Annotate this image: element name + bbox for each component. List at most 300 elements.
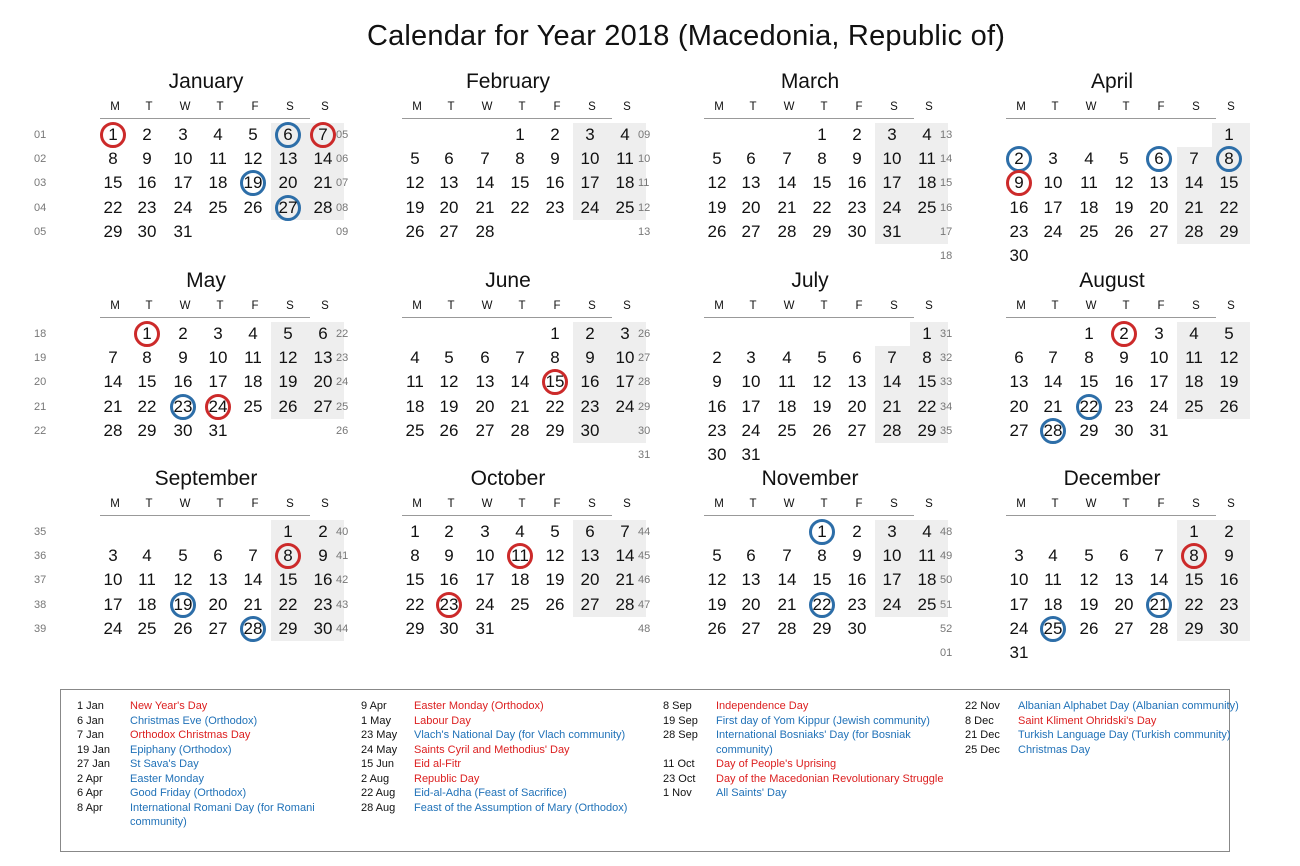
weekday-header: S (1192, 300, 1200, 312)
header-divider (100, 515, 310, 516)
day-cell: 5 (248, 125, 258, 144)
day-cell: 7 (782, 149, 792, 169)
day-cell: 7 (480, 149, 490, 169)
week-number: 37 (34, 574, 47, 587)
day-cell: 11 (406, 372, 424, 392)
day-cell: 27 (313, 396, 333, 416)
day-cell: 11 (1185, 348, 1203, 368)
weekday-header: M (412, 101, 422, 113)
week-number: 09 (336, 225, 349, 238)
day-cell: 10 (741, 372, 761, 392)
header-divider (704, 515, 914, 516)
day-cell: 21 (510, 396, 530, 416)
day-cell: 31 (475, 618, 495, 638)
week-number: 28 (638, 376, 651, 389)
day-cell: 14 (882, 372, 902, 392)
weekday-header: T (447, 101, 455, 113)
day-cell: 19 (405, 197, 425, 217)
day-cell: 6 (585, 522, 595, 541)
week-number: 40 (336, 526, 349, 538)
day-cell: 1 (515, 125, 525, 144)
day-cell: 27 (1009, 420, 1029, 440)
weekday-header: F (553, 498, 561, 510)
day-cell: 26 (173, 618, 193, 638)
weekday-header: M (412, 498, 422, 510)
day-cell: 26 (243, 197, 263, 217)
day-cell: 1 (1189, 522, 1199, 541)
weekday-header: M (1016, 101, 1026, 113)
day-cell: 9 (1014, 173, 1024, 193)
day-cell: 15 (812, 570, 832, 590)
day-cell: 2 (852, 125, 862, 144)
month-title: September (154, 467, 258, 490)
day-cell: 16 (545, 173, 565, 193)
day-cell: 3 (1048, 149, 1058, 169)
day-cell: 7 (1189, 149, 1199, 169)
day-cell: 20 (1149, 197, 1169, 217)
day-cell: 27 (1114, 618, 1134, 638)
holiday-legend (60, 689, 1239, 852)
day-cell: 5 (1084, 546, 1094, 566)
day-cell: 13 (1114, 570, 1134, 590)
legend-row (77, 743, 367, 758)
page-title: Calendar for Year 2018 (Macedonia, Republic of) (366, 20, 1006, 52)
day-cell: 14 (243, 570, 263, 590)
month-april (926, 70, 1239, 265)
day-cell: 30 (439, 618, 459, 638)
weekday-header: F (553, 101, 561, 113)
legend-holiday-name: Day of the Macedonian Revolutionary Struggle (716, 772, 944, 785)
legend-holiday-name: Turkish Language Day (Turkish community) (1018, 729, 1231, 741)
day-cell: 2 (318, 522, 328, 541)
day-cell: 18 (137, 594, 157, 614)
day-cell: 20 (580, 570, 600, 590)
day-cell: 26 (707, 221, 727, 241)
day-cell: 13 (580, 546, 600, 566)
weekday-header: W (179, 101, 191, 113)
legend-holiday-name: Christmas Day (1018, 743, 1091, 756)
day-cell: 4 (620, 125, 630, 144)
day-cell: 29 (545, 420, 565, 440)
day-cell: 12 (1079, 570, 1099, 590)
day-cell: 9 (142, 149, 152, 169)
day-cell: 5 (444, 348, 454, 368)
weekday-header: M (714, 498, 724, 510)
week-number: 04 (34, 201, 47, 214)
day-cell: 5 (1119, 149, 1129, 169)
legend-date: 1 Jan (77, 700, 104, 712)
day-cell: 11 (511, 546, 529, 566)
legend-holiday-name: New Year's Day (130, 700, 208, 712)
day-cell: 28 (313, 197, 333, 217)
day-cell: 15 (405, 570, 425, 590)
day-cell: 31 (882, 221, 902, 241)
day-cell: 10 (103, 570, 123, 590)
day-cell: 4 (782, 348, 792, 368)
day-cell: 12 (278, 348, 298, 368)
day-cell: 12 (1219, 348, 1239, 368)
day-cell: 21 (1043, 396, 1063, 416)
legend-date: 1 Nov (663, 787, 692, 799)
day-cell: 9 (444, 546, 454, 566)
legend-holiday-name: St Sava's Day (130, 758, 199, 770)
legend-holiday-name: Day of People's Uprising (716, 758, 837, 770)
day-cell: 6 (1154, 149, 1164, 169)
weekday-header: F (1157, 300, 1165, 312)
week-number: 13 (638, 225, 651, 238)
weekday-header: S (925, 498, 933, 510)
day-cell: 20 (475, 396, 495, 416)
week-number: 31 (940, 328, 953, 340)
day-cell: 9 (1224, 546, 1234, 566)
month-title: November (761, 467, 859, 490)
month-december (926, 467, 1239, 662)
day-cell: 12 (1114, 173, 1134, 193)
day-cell: 14 (313, 149, 333, 169)
day-cell: 18 (917, 173, 937, 193)
day-cell: 4 (142, 546, 152, 566)
weekday-header: T (820, 498, 828, 510)
legend-row (361, 743, 651, 758)
day-cell: 27 (278, 197, 298, 217)
day-cell: 27 (1149, 221, 1169, 241)
weekday-header: W (783, 300, 795, 312)
day-cell: 25 (1043, 618, 1063, 638)
day-cell: 9 (852, 149, 862, 169)
week-number: 02 (34, 153, 47, 166)
day-cell: 26 (278, 396, 298, 416)
day-cell: 4 (1084, 149, 1094, 169)
day-cell: 24 (882, 594, 902, 614)
weekday-header: T (1122, 300, 1130, 312)
day-cell: 23 (707, 420, 727, 440)
weekday-header: S (588, 101, 596, 113)
legend-date: 2 Aug (361, 772, 390, 785)
legend-column (663, 699, 953, 801)
legend-holiday-name: International Romani Day (for Romani community) (130, 801, 315, 828)
day-cell: 19 (1079, 594, 1099, 614)
day-cell: 11 (918, 149, 936, 169)
week-number: 38 (34, 598, 47, 611)
legend-holiday-name: Easter Monday (130, 772, 204, 785)
day-cell: 9 (585, 348, 595, 368)
day-cell: 30 (173, 420, 193, 440)
day-cell: 24 (741, 420, 761, 440)
legend-row (965, 699, 1255, 714)
day-cell: 24 (475, 594, 495, 614)
legend-date: 23 May (361, 729, 398, 741)
weekday-header: S (1227, 300, 1235, 312)
day-cell: 10 (580, 149, 600, 169)
day-cell: 20 (313, 372, 333, 392)
day-cell: 2 (444, 522, 454, 541)
day-cell: 29 (917, 420, 937, 440)
day-cell: 7 (782, 546, 792, 566)
weekday-header: F (251, 300, 259, 312)
day-cell: 14 (615, 546, 635, 566)
day-cell: 7 (318, 125, 328, 144)
month-may (20, 269, 333, 459)
day-cell: 16 (847, 173, 867, 193)
header-divider (402, 317, 612, 318)
day-cell: 10 (1043, 173, 1063, 193)
weekday-header: S (890, 498, 898, 510)
day-cell: 3 (213, 324, 223, 343)
day-cell: 31 (173, 221, 193, 241)
day-cell: 17 (475, 570, 495, 590)
day-cell: 14 (510, 372, 530, 392)
weekday-header: M (714, 101, 724, 113)
day-cell: 12 (405, 173, 425, 193)
day-cell: 19 (707, 197, 727, 217)
header-divider (402, 515, 612, 516)
legend-row (965, 743, 1255, 758)
day-cell: 18 (405, 396, 425, 416)
day-cell: 23 (1114, 396, 1134, 416)
day-cell: 12 (439, 372, 459, 392)
weekday-header: F (855, 101, 863, 113)
day-cell: 5 (283, 324, 293, 343)
day-cell: 20 (741, 594, 761, 614)
day-cell: 10 (615, 348, 635, 368)
month-title: December (1063, 467, 1161, 490)
day-cell: 4 (1189, 324, 1199, 343)
weekday-header: S (588, 498, 596, 510)
week-number: 35 (34, 526, 47, 538)
week-number: 05 (336, 129, 349, 141)
weekday-header: T (1122, 101, 1130, 113)
weekday-header: M (714, 300, 724, 312)
month-title: June (485, 269, 531, 292)
week-number: 49 (940, 550, 953, 563)
weekday-header: F (1157, 498, 1165, 510)
week-number: 19 (34, 352, 47, 365)
day-cell: 24 (615, 396, 635, 416)
weekday-header: W (179, 498, 191, 510)
day-cell: 26 (707, 618, 727, 638)
weekday-header: W (1085, 101, 1097, 113)
week-number: 07 (336, 177, 349, 190)
day-cell: 7 (887, 348, 897, 368)
day-cell: 8 (1189, 546, 1199, 566)
day-cell: 29 (1184, 618, 1204, 638)
day-cell: 5 (410, 149, 420, 169)
weekday-header: M (110, 101, 120, 113)
day-cell: 14 (103, 372, 123, 392)
day-cell: 30 (1009, 246, 1029, 265)
month-july (624, 269, 937, 464)
day-cell: 4 (922, 125, 932, 144)
day-cell: 1 (410, 522, 420, 541)
day-cell: 17 (882, 570, 902, 590)
day-cell: 7 (620, 522, 630, 541)
header-divider (1006, 317, 1216, 318)
weekday-header: S (925, 300, 933, 312)
legend-date: 1 May (361, 714, 391, 727)
day-cell: 22 (405, 594, 425, 614)
day-cell: 21 (1149, 594, 1169, 614)
weekday-header: T (749, 300, 757, 312)
legend-row (663, 714, 953, 729)
day-cell: 3 (178, 125, 188, 144)
day-cell: 7 (1048, 348, 1058, 368)
day-cell: 14 (1184, 173, 1204, 193)
day-cell: 6 (1014, 348, 1024, 368)
legend-holiday-name: International Bosniaks' Day (for Bosniak community) (716, 729, 911, 756)
legend-row (77, 757, 367, 772)
day-cell: 5 (712, 546, 722, 566)
day-cell: 21 (1184, 197, 1204, 217)
day-cell: 15 (812, 173, 832, 193)
day-cell: 3 (585, 125, 595, 144)
day-cell: 12 (545, 546, 565, 566)
day-cell: 24 (1043, 221, 1063, 241)
legend-date: 8 Dec (965, 714, 994, 727)
week-number: 34 (940, 400, 953, 413)
day-cell: 5 (1224, 324, 1234, 343)
week-number: 44 (336, 622, 349, 635)
day-cell: 18 (510, 570, 530, 590)
day-cell: 13 (1009, 372, 1029, 392)
week-number: 10 (638, 153, 651, 166)
day-cell: 11 (138, 570, 156, 590)
day-cell: 18 (917, 570, 937, 590)
day-cell: 20 (741, 197, 761, 217)
legend-date: 28 Sep (663, 729, 698, 741)
day-cell: 6 (852, 348, 862, 368)
legend-date: 25 Dec (965, 743, 1000, 756)
day-cell: 12 (243, 149, 263, 169)
day-cell: 19 (173, 594, 193, 614)
month-title: May (186, 269, 226, 292)
week-number: 18 (34, 328, 47, 340)
day-cell: 23 (1219, 594, 1239, 614)
day-cell: 18 (243, 372, 263, 392)
legend-row (361, 714, 651, 729)
day-cell: 16 (707, 396, 727, 416)
week-number: 15 (940, 177, 953, 190)
day-cell: 1 (1084, 324, 1094, 343)
day-cell: 11 (1044, 570, 1062, 590)
weekday-header: S (623, 498, 631, 510)
day-cell: 30 (137, 221, 157, 241)
day-cell: 1 (922, 324, 932, 343)
day-cell: 24 (208, 396, 228, 416)
day-cell: 16 (439, 570, 459, 590)
day-cell: 14 (1149, 570, 1169, 590)
weekday-header: T (447, 300, 455, 312)
month-august (926, 269, 1239, 459)
week-number: 48 (638, 622, 651, 635)
header-divider (100, 118, 310, 119)
week-number: 12 (638, 201, 651, 214)
day-cell: 8 (817, 546, 827, 566)
legend-date: 2 Apr (77, 772, 103, 785)
day-cell: 6 (746, 149, 756, 169)
week-number: 18 (940, 250, 953, 262)
day-cell: 14 (777, 173, 797, 193)
day-cell: 11 (1080, 173, 1098, 193)
day-cell: 21 (882, 396, 902, 416)
legend-holiday-name: Good Friday (Orthodox) (130, 787, 247, 799)
day-cell: 24 (1149, 396, 1169, 416)
day-cell: 25 (137, 618, 157, 638)
day-cell: 20 (847, 396, 867, 416)
legend-date: 22 Aug (361, 787, 396, 799)
weekday-header: W (481, 300, 493, 312)
legend-date: 6 Jan (77, 714, 104, 727)
legend-row (663, 786, 953, 801)
day-cell: 29 (137, 420, 157, 440)
day-cell: 15 (137, 372, 157, 392)
day-cell: 7 (108, 348, 118, 368)
day-cell: 14 (777, 570, 797, 590)
week-number: 44 (638, 526, 651, 538)
day-cell: 19 (1114, 197, 1134, 217)
month-title: April (1090, 70, 1133, 93)
day-cell: 24 (1009, 618, 1029, 638)
day-cell: 19 (707, 594, 727, 614)
day-cell: 22 (812, 197, 832, 217)
day-cell: 8 (515, 149, 525, 169)
day-cell: 19 (812, 396, 832, 416)
day-cell: 22 (278, 594, 298, 614)
day-cell: 28 (1184, 221, 1204, 241)
weekday-header: T (145, 300, 153, 312)
legend-date: 6 Apr (77, 787, 103, 799)
legend-date: 7 Jan (77, 729, 104, 741)
day-cell: 16 (847, 570, 867, 590)
day-cell: 9 (550, 149, 560, 169)
day-cell: 21 (313, 173, 333, 193)
legend-row (77, 728, 367, 743)
day-cell: 17 (882, 173, 902, 193)
week-number: 39 (34, 622, 47, 635)
day-cell: 20 (278, 173, 298, 193)
day-cell: 6 (1119, 546, 1129, 566)
day-cell: 23 (580, 396, 600, 416)
week-number: 51 (940, 598, 953, 611)
day-cell: 15 (278, 570, 298, 590)
week-number: 31 (638, 449, 651, 461)
day-cell: 30 (580, 420, 600, 440)
day-cell: 5 (817, 348, 827, 368)
day-cell: 28 (882, 420, 902, 440)
day-cell: 16 (1219, 570, 1239, 590)
weekday-header: S (321, 101, 329, 113)
day-cell: 21 (615, 570, 635, 590)
legend-row (361, 757, 651, 772)
day-cell: 13 (278, 149, 298, 169)
legend-row (361, 786, 651, 801)
day-cell: 10 (1009, 570, 1029, 590)
legend-date: 27 Jan (77, 758, 111, 770)
month-february (322, 70, 635, 260)
day-cell: 15 (1184, 570, 1204, 590)
day-cell: 25 (1184, 396, 1204, 416)
day-cell: 26 (1079, 618, 1099, 638)
day-cell: 25 (510, 594, 530, 614)
weekday-header: T (518, 300, 526, 312)
legend-date: 19 Sep (663, 714, 698, 727)
day-cell: 23 (1009, 221, 1029, 241)
day-cell: 29 (1079, 420, 1099, 440)
weekday-header: F (855, 498, 863, 510)
day-cell: 28 (510, 420, 530, 440)
week-number: 24 (336, 376, 349, 389)
legend-holiday-name: Eid-al-Adha (Feast of Sacrifice) (414, 787, 567, 799)
legend-holiday-name: Republic Day (414, 772, 480, 785)
